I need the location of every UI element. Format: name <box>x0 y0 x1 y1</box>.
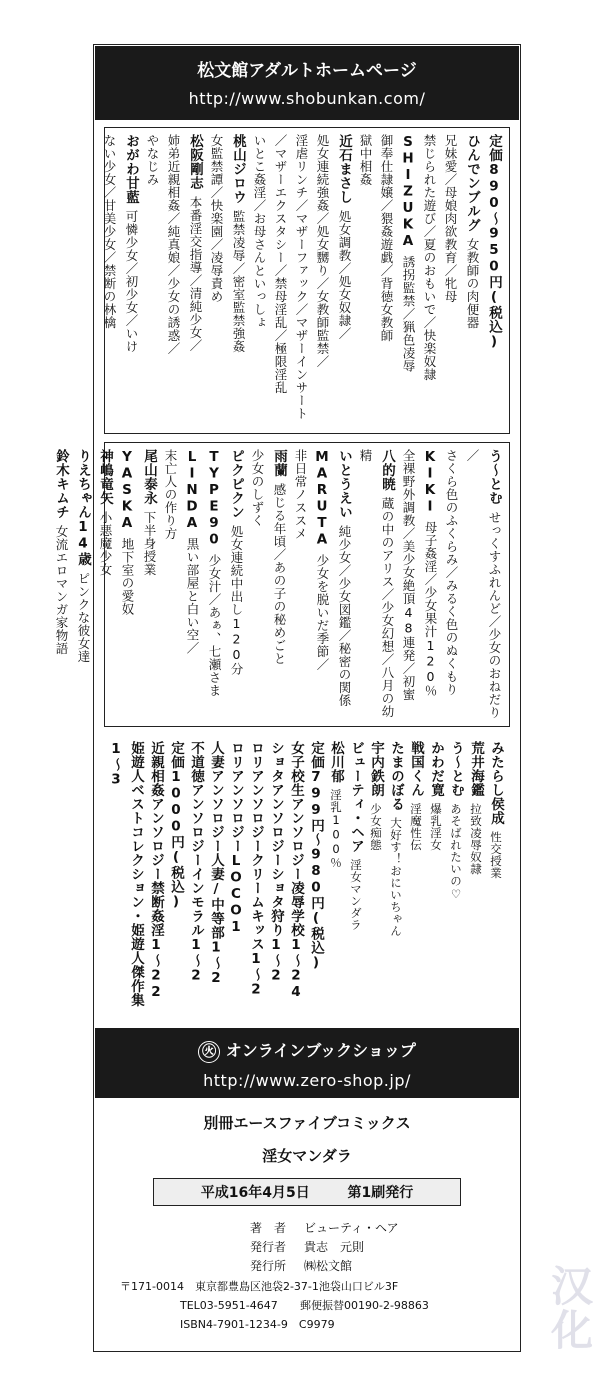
catalog-entry <box>462 449 505 720</box>
entry-author: LINDA <box>184 449 200 532</box>
catalog-entry <box>120 134 142 427</box>
watermark: 汉化 <box>545 1264 594 1352</box>
entry-author: 近石まさし <box>336 134 352 204</box>
entry-author: 荒井海鑑 <box>468 741 484 797</box>
catalog-entry <box>355 134 376 427</box>
entry-works: 下半身授業 <box>142 511 157 576</box>
entry-works: やなじみ <box>145 134 160 186</box>
publication-line <box>153 1178 461 1206</box>
entry-works: いとこ姦淫／お母さんといっしょ <box>252 134 267 329</box>
imprint <box>120 1220 429 1333</box>
entry-author: 尾山泰永 <box>141 449 157 505</box>
publisher-label: 発行者 <box>250 1240 287 1254</box>
entry-works: ／マザーエクスタシー／禁母淫乱／極限淫乱 <box>273 134 288 394</box>
catalog-entry <box>386 741 406 1019</box>
entry-works: 拉致凌辱奴隷 <box>469 803 483 875</box>
catalog-entry <box>483 134 505 427</box>
catalog-entry <box>184 134 206 427</box>
entry-author: 人妻アンソロジー人妻/中等部1～2 <box>208 741 224 987</box>
section-1-columns <box>102 134 505 427</box>
entry-works: さくら色のふくらみ／みるく色のぬくもり <box>444 449 459 696</box>
publisher-homepage-title: 松文館アダルトホームページ <box>197 61 417 81</box>
entry-author: 桃山ジロウ <box>230 134 246 204</box>
catalog-entry <box>291 134 312 427</box>
catalog-entry <box>166 741 186 1019</box>
catalog-entry <box>326 741 346 1019</box>
entry-author: 雨蘭 <box>271 449 287 477</box>
catalog-entry <box>426 741 446 1019</box>
entry-works: 感じる年頃／あの子の秘めごと <box>272 483 287 665</box>
catalog-entry <box>398 449 419 720</box>
catalog-entry <box>286 741 306 1019</box>
entry-author: 神嶋竜矢 <box>97 449 113 505</box>
catalog-entry <box>376 134 397 427</box>
catalog-entry <box>311 449 333 720</box>
entry-works: 淫虐リンチ／マザーファック／マザーインサート <box>294 134 309 420</box>
address: 〒171-0014 東京都豊島区池袋2-37-1池袋山口ビル3F <box>120 1280 399 1293</box>
entry-author: SHIZUKA <box>400 134 416 250</box>
edition-label: 第1刷発行 <box>347 1185 414 1201</box>
entry-works: 淫乳100％ <box>329 789 343 869</box>
catalog-entry <box>441 449 462 720</box>
entry-works: ピンクな彼女達 <box>76 572 91 663</box>
catalog-entry <box>419 134 440 427</box>
entry-author: 近親相姦アンソロジー禁断姦淫1～22 <box>148 741 164 1001</box>
publisher-name: 貴志 元則 <box>304 1240 365 1254</box>
catalog-entry <box>366 741 386 1019</box>
catalog-entry <box>138 449 160 720</box>
entry-works: 監禁凌辱／密室監禁強姦 <box>231 210 246 353</box>
entry-author: ショタアンソロジーショタ狩り1～2 <box>268 741 284 984</box>
section-3-columns <box>108 741 506 1019</box>
publication-date: 平成16年4月5日 <box>200 1185 310 1201</box>
series-name: 別冊エースファイブコミックス <box>203 1114 411 1132</box>
entry-works: 大好す！おにいちゃん <box>389 817 403 937</box>
entry-works: 爆乳淫女 <box>429 803 443 851</box>
catalog-entry <box>163 134 184 427</box>
catalog-entry <box>312 134 333 427</box>
publisher-header <box>95 46 519 120</box>
entry-author: 八的暁 <box>379 449 395 491</box>
entry-author: 戦国くん <box>408 741 424 797</box>
entry-works: 処女調教／処女奴隷／ <box>337 210 352 340</box>
entry-works: 非日常ノススメ <box>293 449 308 540</box>
entry-author: TYPE90 <box>206 449 222 548</box>
catalog-entry <box>246 741 266 1019</box>
isbn: ISBN4-7901-1234-9 C9979 <box>180 1318 335 1331</box>
entry-works: 全裸野外調教／美少女絶頂48連発／初蜜 <box>401 449 416 701</box>
author-label: 著 者 <box>250 1221 287 1235</box>
office-name: ㈱松文館 <box>304 1259 353 1273</box>
catalog-entry <box>290 449 311 720</box>
catalog-section-3 <box>104 735 510 1025</box>
entry-author: 鈴木キムチ <box>53 449 69 519</box>
catalog-entry <box>270 134 291 427</box>
catalog-entry <box>466 741 486 1019</box>
tel: TEL03-5951-4647 <box>180 1299 278 1312</box>
catalog-entry <box>72 449 94 720</box>
catalog-entry <box>440 134 461 427</box>
entry-author: 宇内鉄朗 <box>368 741 384 797</box>
entry-works: 純少女／少女図鑑／秘密の関係 <box>337 525 352 707</box>
catalog-entry <box>461 134 483 427</box>
entry-author: みたらし侯成 <box>488 741 504 825</box>
catalog-entry <box>247 449 268 720</box>
entry-works: せっくすふれんど／少女のおねだり／ <box>465 449 502 719</box>
entry-works: 兄妹愛／母娘肉欲教育／牝母 <box>443 134 458 303</box>
shop-badge-icon: ㊋ <box>198 1041 220 1063</box>
catalog-section-2 <box>53 442 510 727</box>
entry-author: 女子校生アンソロジー凌辱学校1～24 <box>288 741 304 1001</box>
entry-works: 可憐少女／初少女／いけ <box>124 210 139 353</box>
catalog-entry <box>146 741 166 1019</box>
publisher-url[interactable]: http://www.shobunkan.com/ <box>188 89 426 108</box>
catalog-entry <box>206 741 226 1019</box>
catalog-entry <box>99 134 120 427</box>
entry-author: MARUTA <box>314 449 330 548</box>
entry-author: ロリアンソロジークリームキッス1～2 <box>248 741 264 998</box>
entry-author: う～とむ <box>448 741 464 797</box>
entry-works: 処女連続強姦／処女嬲り／女教師監禁／ <box>315 134 330 368</box>
entry-author: 定価890～950円(税込) <box>486 134 502 350</box>
entry-works: 女監禁譚／快楽園／凌辱責め <box>209 134 224 303</box>
entry-works: 少女痴態 <box>369 803 383 851</box>
entry-author: おがわ甘藍 <box>123 134 139 204</box>
entry-author: 定価1000円(税込) <box>168 741 184 910</box>
online-shop-url[interactable]: http://www.zero-shop.jp/ <box>203 1071 411 1090</box>
catalog-entry <box>397 134 419 427</box>
catalog-entry <box>306 741 326 1019</box>
online-shop-banner <box>95 1028 519 1098</box>
entry-works: 淫魔性伝 <box>409 803 423 851</box>
catalog-entry <box>486 741 506 1019</box>
office-label: 発行所 <box>250 1259 287 1273</box>
catalog-entry <box>249 134 270 427</box>
entry-works: あそばれたいの♡ <box>449 803 463 902</box>
entry-author: たまのぼる <box>388 741 404 811</box>
catalog-entry <box>186 741 206 1019</box>
catalog-entry <box>266 741 286 1019</box>
catalog-entry <box>206 134 227 427</box>
catalog-entry <box>406 741 426 1019</box>
catalog-entry <box>225 449 247 720</box>
catalog-entry <box>116 449 138 720</box>
entry-works: 黒い部屋と白い空／ <box>185 537 200 655</box>
entry-works: 女教師の肉便器 <box>465 238 480 329</box>
entry-author: ビューティ・ヘア <box>348 741 364 853</box>
catalog-entry <box>446 741 466 1019</box>
catalog-entry <box>106 741 146 1019</box>
entry-works: 姉弟近親相姦／純真娘／少女の誘惑／ <box>166 134 181 355</box>
catalog-entry <box>142 134 163 427</box>
entry-works: 禁じられた遊び／夏のおもいで／快楽奴隷 <box>422 134 437 381</box>
online-shop-name: オンラインブックショップ <box>225 1041 416 1060</box>
catalog-entry <box>333 134 355 427</box>
catalog-entry <box>346 741 366 1019</box>
catalog-entry <box>227 134 249 427</box>
entry-works: 性交授業 <box>489 831 503 879</box>
catalog-entry <box>419 449 441 720</box>
catalog-entry <box>181 449 203 720</box>
entry-works: 御奉仕隷嬢／猥姦遊戯／背徳女教師 <box>379 134 394 342</box>
entry-works: 誘拐監禁／猟色凌辱 <box>401 255 416 373</box>
entry-author: ロリアンソロジーLOCO1 <box>228 741 244 936</box>
entry-author: ひんでンブルグ <box>464 134 480 232</box>
book-info <box>95 1112 519 1206</box>
entry-author: 不道徳アンソロジーインモラル1～2 <box>188 741 204 984</box>
entry-works: ない少女／甘美少女／禁断の林檎 <box>102 134 117 329</box>
entry-works: 少女汁／あぁ、七瀬さま <box>207 554 222 697</box>
postal-transfer: 郵便振替00190-2-98863 <box>300 1299 429 1312</box>
entry-works: 女流エロマンガ家物語 <box>54 525 69 655</box>
entry-author: 定価799円～980円(税込) <box>308 741 324 971</box>
entry-author: う～とむ <box>486 449 502 505</box>
catalog-entry <box>203 449 225 720</box>
entry-works: 少女を脱いだ季節／ <box>315 554 330 671</box>
entry-works: 蔵の中のアリス／少女幻想／八月の幼精 <box>358 449 395 718</box>
catalog-entry <box>355 449 398 720</box>
entry-author: 姫遊人ベストコレクション・姫遊人傑作集1～3 <box>108 741 144 1007</box>
catalog-entry <box>333 449 355 720</box>
entry-works: 淫女マンダラ <box>349 859 363 931</box>
catalog-entry <box>50 449 72 720</box>
entry-author: りえちゃん14歳 <box>75 449 91 566</box>
entry-works: 地下室の愛奴 <box>120 537 135 616</box>
catalog-entry <box>268 449 290 720</box>
entry-author: YASKA <box>119 449 135 532</box>
author-name: ビューティ・ヘア <box>304 1221 399 1235</box>
entry-author: KIKI <box>422 449 438 515</box>
catalog-section-1 <box>104 127 510 434</box>
entry-works: 少女のしずく <box>250 449 265 527</box>
entry-works: 獄中相姦 <box>358 134 373 186</box>
book-title: 淫女マンダラ <box>262 1147 352 1165</box>
catalog-entry <box>160 449 181 720</box>
entry-author: 松阪剛志 <box>187 134 203 190</box>
entry-author: ピクピクン <box>228 449 244 519</box>
entry-works: 母子姦淫／少女果汁120％ <box>423 521 438 698</box>
entry-works: 末亡人の作り方 <box>163 449 178 540</box>
entry-works: 小悪魔少女 <box>98 511 113 576</box>
entry-author: 松川郁 <box>328 741 344 783</box>
entry-works: 本番淫交指導／清純少女／ <box>188 196 203 352</box>
entry-author: かわだ寛 <box>428 741 444 797</box>
section-2-columns <box>53 449 505 720</box>
entry-author: いとうえい <box>336 449 352 519</box>
entry-works: 処女連続中出し120分 <box>229 525 244 676</box>
catalog-entry <box>226 741 246 1019</box>
catalog-entry <box>94 449 116 720</box>
